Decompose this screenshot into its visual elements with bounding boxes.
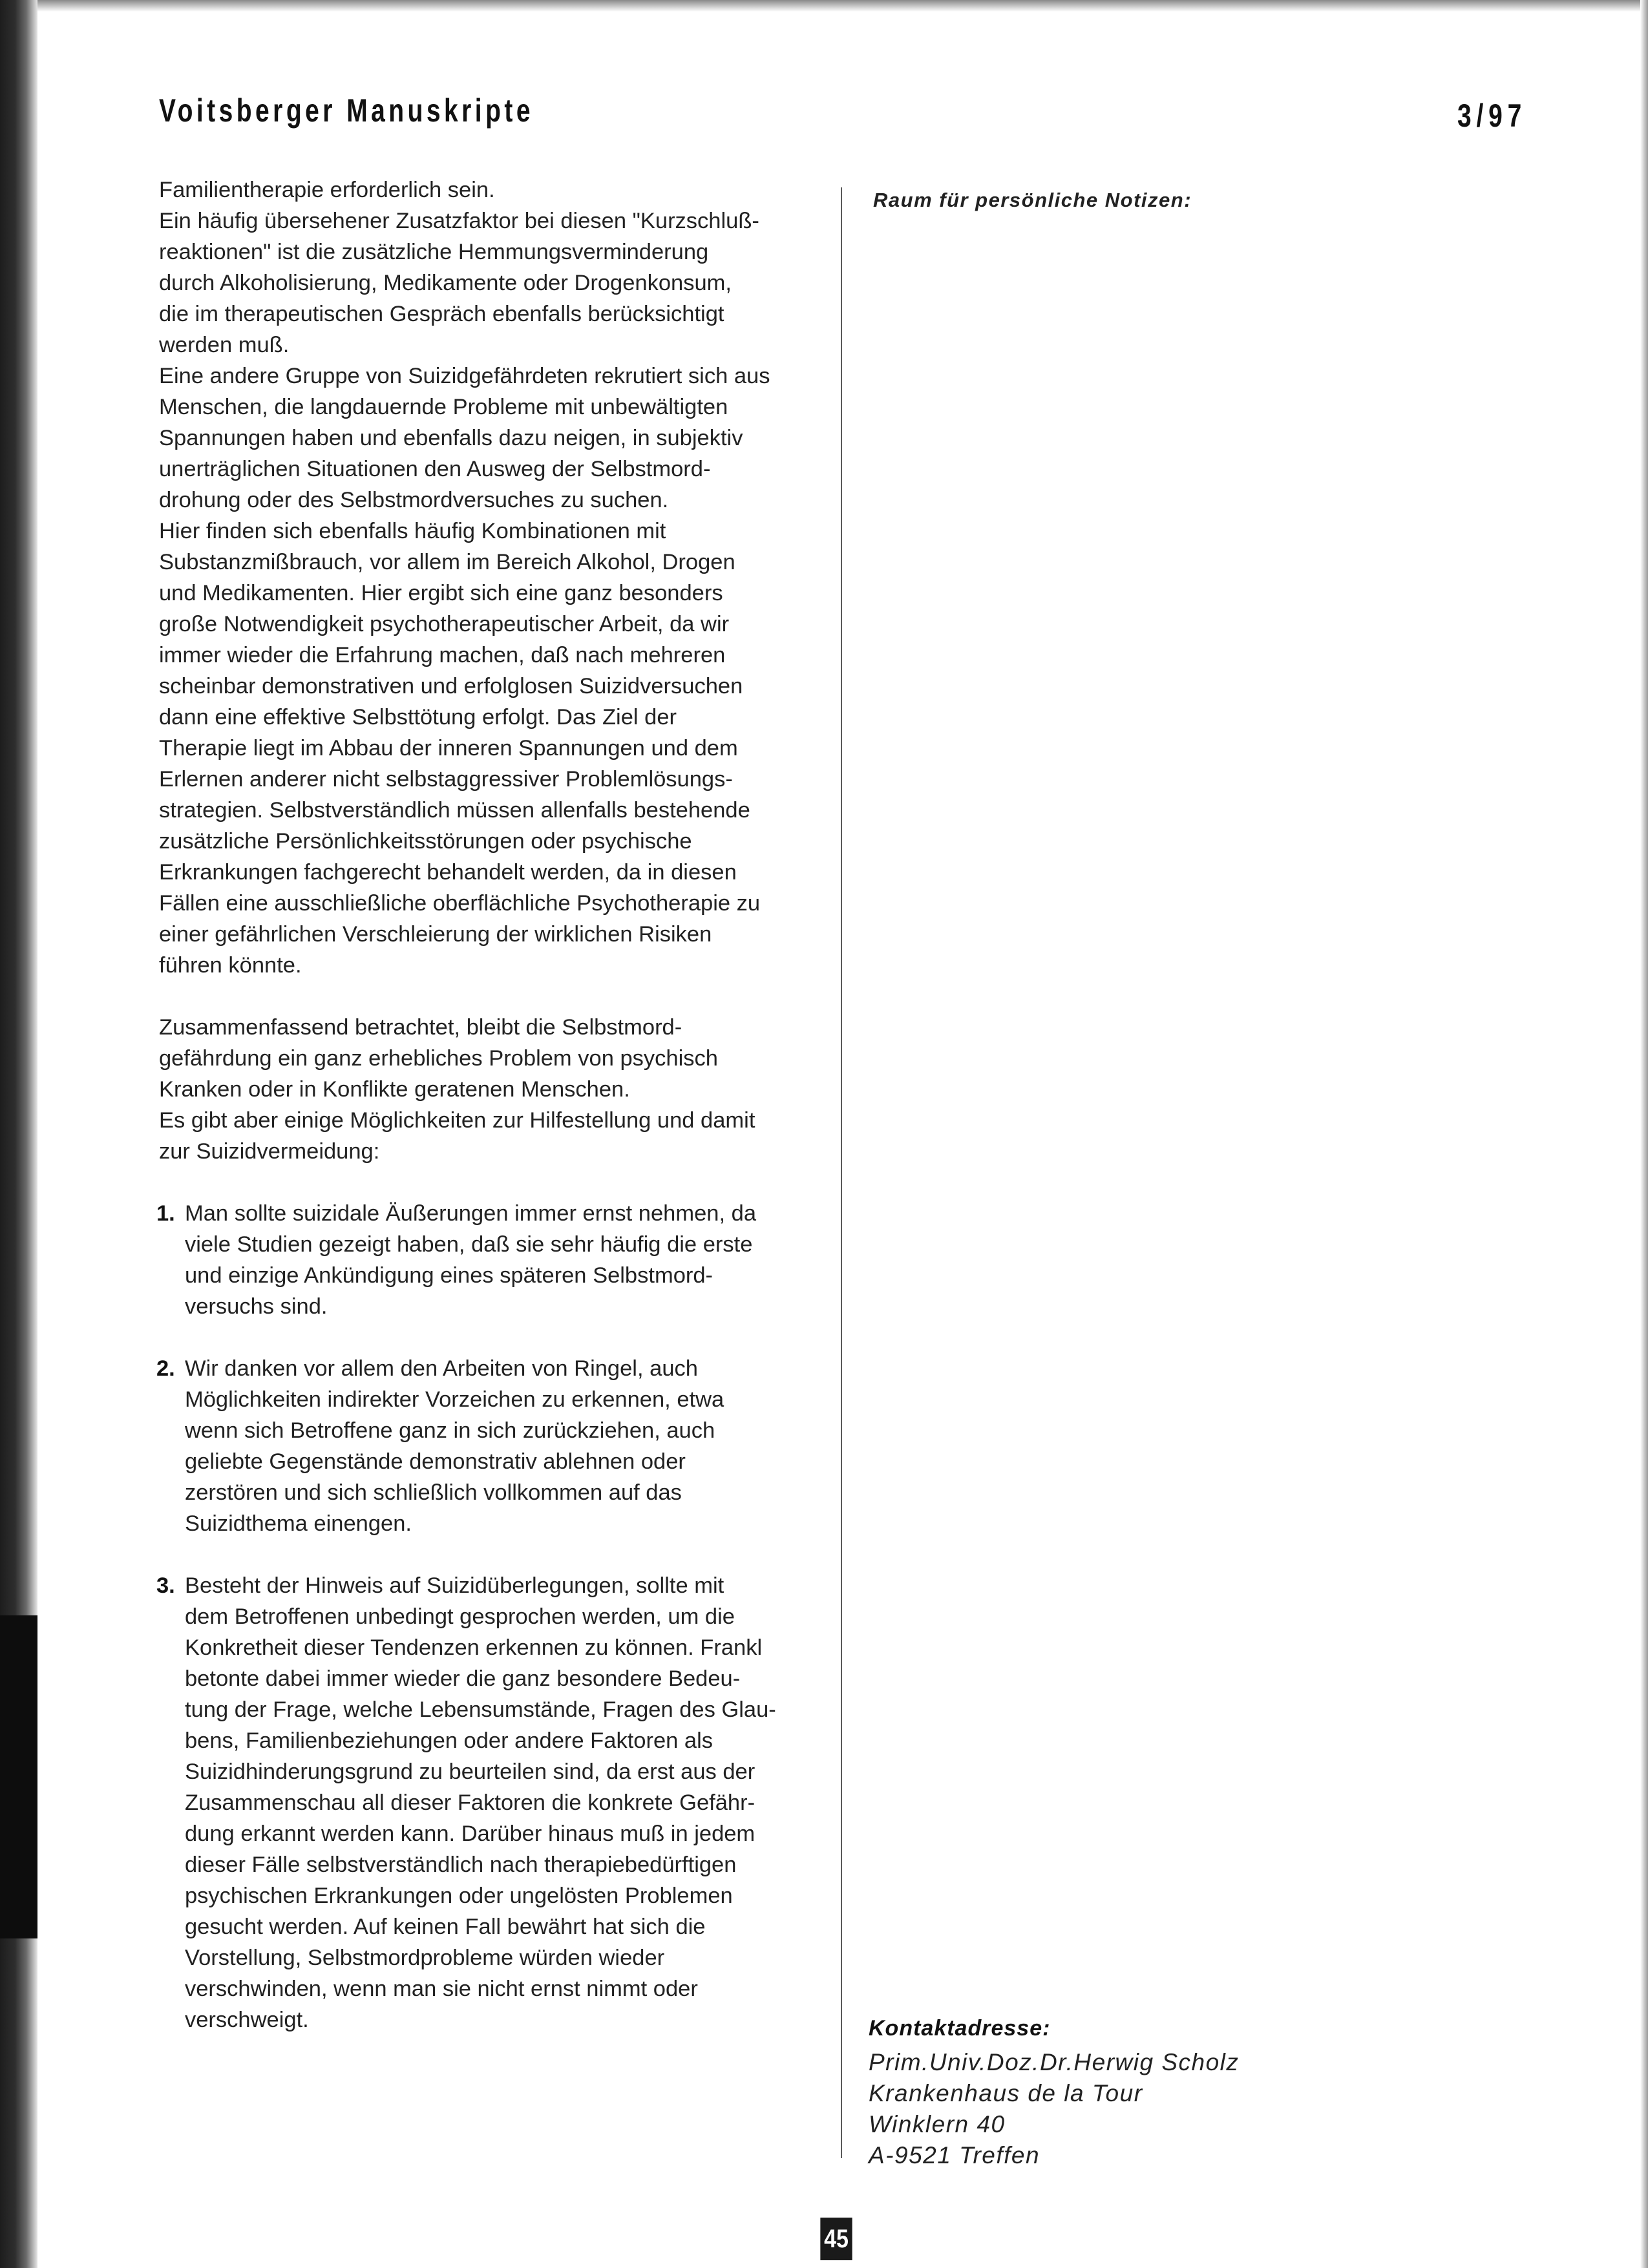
paragraph-gap bbox=[159, 1539, 812, 1570]
text-line: einer gefährlichen Verschleierung der wirklichen Risiken bbox=[159, 922, 712, 947]
text-line: bens, Familienbeziehungen oder andere Faktoren als bbox=[185, 1728, 713, 1753]
text-line: Suizidhinderungsgrund zu beurteilen sind, da erst aus der bbox=[185, 1759, 755, 1784]
text-line: tung der Frage, welche Lebensumstände, Fragen des Glau- bbox=[185, 1697, 776, 1722]
text-line: reaktionen" ist die zusätzliche Hemmungsverminderung bbox=[159, 240, 709, 264]
contact-name: Prim.Univ.Doz.Dr.Herwig Scholz bbox=[869, 2049, 1240, 2075]
text-line: Spannungen haben und ebenfalls dazu neigen, in subjektiv bbox=[159, 426, 743, 450]
page-number: 45 bbox=[820, 2218, 852, 2260]
text-line: geliebte Gegenstände demonstrativ ablehnen oder bbox=[185, 1449, 686, 1474]
text-line: immer wieder die Erfahrung machen, daß nach mehreren bbox=[159, 643, 726, 667]
text-line: durch Alkoholisierung, Medikamente oder Drogenkonsum, bbox=[159, 271, 732, 295]
list-item-2 bbox=[156, 1353, 812, 1539]
text-line: führen könnte. bbox=[159, 953, 302, 978]
text-line: große Notwendigkeit psychotherapeutischer Arbeit, da wir bbox=[159, 612, 730, 636]
list-number: 3. bbox=[156, 1573, 175, 1598]
text-line: werden muß. bbox=[159, 333, 290, 357]
paragraph-continuation bbox=[159, 174, 812, 981]
text-line: wenn sich Betroffene ganz in sich zurückziehen, auch bbox=[185, 1418, 715, 1443]
list-item-1 bbox=[156, 1198, 812, 1322]
text-line: Fällen eine ausschließliche oberflächliche Psychotherapie zu bbox=[159, 891, 761, 916]
text-line: und einzige Ankündigung eines späteren Selbstmord- bbox=[185, 1263, 713, 1288]
text-line: Hier finden sich ebenfalls häufig Kombinationen mit bbox=[159, 519, 666, 543]
text-line: Besteht der Hinweis auf Suizidüberlegungen, sollte mit bbox=[185, 1573, 724, 1598]
text-line: Menschen, die langdauernde Probleme mit unbewältigten bbox=[159, 395, 728, 419]
text-line: dann eine effektive Selbsttötung erfolgt. Das Ziel der bbox=[159, 705, 677, 730]
text-line: scheinbar demonstrativen und erfolglosen Suizidversuchen bbox=[159, 674, 743, 698]
paragraph-summary bbox=[159, 1012, 812, 1167]
contact-city: A-9521 Treffen bbox=[869, 2142, 1041, 2168]
contact-address bbox=[869, 2047, 1239, 2171]
paragraph-gap bbox=[159, 1167, 812, 1198]
contact-heading: Kontaktadresse: bbox=[869, 2016, 1051, 2041]
scan-top-edge bbox=[37, 0, 1648, 12]
text-line: zur Suizidvermeidung: bbox=[159, 1139, 380, 1164]
text-line: Ein häufig übersehener Zusatzfaktor bei diesen "Kurzschluß- bbox=[159, 209, 759, 233]
text-line: Vorstellung, Selbstmordprobleme würden wieder bbox=[185, 1946, 665, 1970]
text-line: Zusammenfassend betrachtet, bleibt die Selbstmord- bbox=[159, 1015, 682, 1040]
contact-institution: Krankenhaus de la Tour bbox=[869, 2080, 1143, 2106]
text-line: Möglichkeiten indirekter Vorzeichen zu erkennen, etwa bbox=[185, 1387, 724, 1412]
text-line: strategien. Selbstverständlich müssen allenfalls bestehende bbox=[159, 798, 750, 823]
text-line: Therapie liegt im Abbau der inneren Spannungen und dem bbox=[159, 736, 738, 761]
list-number: 1. bbox=[156, 1201, 175, 1226]
text-line: viele Studien gezeigt haben, daß sie sehr häufig die erste bbox=[185, 1232, 753, 1257]
text-line: gefährdung ein ganz erhebliches Problem von psychisch bbox=[159, 1046, 718, 1071]
text-line: verschweigt. bbox=[185, 2008, 309, 2032]
text-line: unerträglichen Situationen den Ausweg der Selbstmord- bbox=[159, 457, 711, 481]
paragraph-gap bbox=[159, 981, 812, 1012]
issue-number: 3/97 bbox=[1457, 98, 1527, 134]
list-item-3 bbox=[156, 1570, 812, 2035]
text-line: Zusammenschau all dieser Faktoren die konkrete Gefähr- bbox=[185, 1790, 755, 1815]
text-line: psychischen Erkrankungen oder ungelösten Problemen bbox=[185, 1884, 733, 1908]
column-divider bbox=[841, 187, 842, 2158]
text-line: Man sollte suizidale Äußerungen immer ernst nehmen, da bbox=[185, 1201, 757, 1226]
text-line: Erlernen anderer nicht selbstaggressiver Problemlösungs- bbox=[159, 767, 733, 792]
text-line: Erkrankungen fachgerecht behandelt werden, da in diesen bbox=[159, 860, 737, 885]
text-line: drohung oder des Selbstmordversuches zu suchen. bbox=[159, 488, 669, 512]
text-line: Es gibt aber einige Möglichkeiten zur Hilfestellung und damit bbox=[159, 1108, 755, 1133]
text-line: Kranken oder in Konflikte geratenen Menschen. bbox=[159, 1077, 630, 1102]
text-line: die im therapeutischen Gespräch ebenfalls berücksichtigt bbox=[159, 302, 724, 326]
text-line: und Medikamenten. Hier ergibt sich eine ganz besonders bbox=[159, 581, 723, 605]
contact-street: Winklern 40 bbox=[869, 2111, 1006, 2137]
text-line: Eine andere Gruppe von Suizidgefährdeten rekrutiert sich aus bbox=[159, 364, 770, 388]
paragraph-gap bbox=[159, 1322, 812, 1353]
main-text-column bbox=[156, 174, 812, 2068]
text-line: Konkretheit dieser Tendenzen erkennen zu können. Frankl bbox=[185, 1635, 763, 1660]
scan-right-edge bbox=[1640, 0, 1648, 2268]
text-line: Substanzmißbrauch, vor allem im Bereich Alkohol, Drogen bbox=[159, 550, 735, 574]
text-line: Wir danken vor allem den Arbeiten von Ringel, auch bbox=[185, 1356, 698, 1381]
text-line: Suizidthema einengen. bbox=[185, 1511, 412, 1536]
text-line: betonte dabei immer wieder die ganz besondere Bedeu- bbox=[185, 1666, 741, 1691]
text-line: dieser Fälle selbstverständlich nach therapiebedürftigen bbox=[185, 1853, 737, 1877]
text-line: versuchs sind. bbox=[185, 1294, 328, 1319]
list-number: 2. bbox=[156, 1356, 175, 1381]
scan-binding-shadow bbox=[0, 1615, 37, 1938]
text-line: dem Betroffenen unbedingt gesprochen werden, um die bbox=[185, 1604, 735, 1629]
notes-heading: Raum für persönliche Notizen: bbox=[873, 189, 1192, 211]
text-line: gesucht werden. Auf keinen Fall bewährt hat sich die bbox=[185, 1915, 706, 1939]
text-line: zusätzliche Persönlichkeitsstörungen oder psychische bbox=[159, 829, 692, 854]
running-header-title: Voitsberger Manuskripte bbox=[159, 92, 534, 129]
scan-binding-edge bbox=[0, 0, 37, 2268]
text-line: verschwinden, wenn man sie nicht ernst nimmt oder bbox=[185, 1977, 698, 2001]
text-line: Familientherapie erforderlich sein. bbox=[159, 178, 495, 202]
text-line: zerstören und sich schließlich vollkommen auf das bbox=[185, 1480, 682, 1505]
text-line: dung erkannt werden kann. Darüber hinaus muß in jedem bbox=[185, 1822, 755, 1846]
